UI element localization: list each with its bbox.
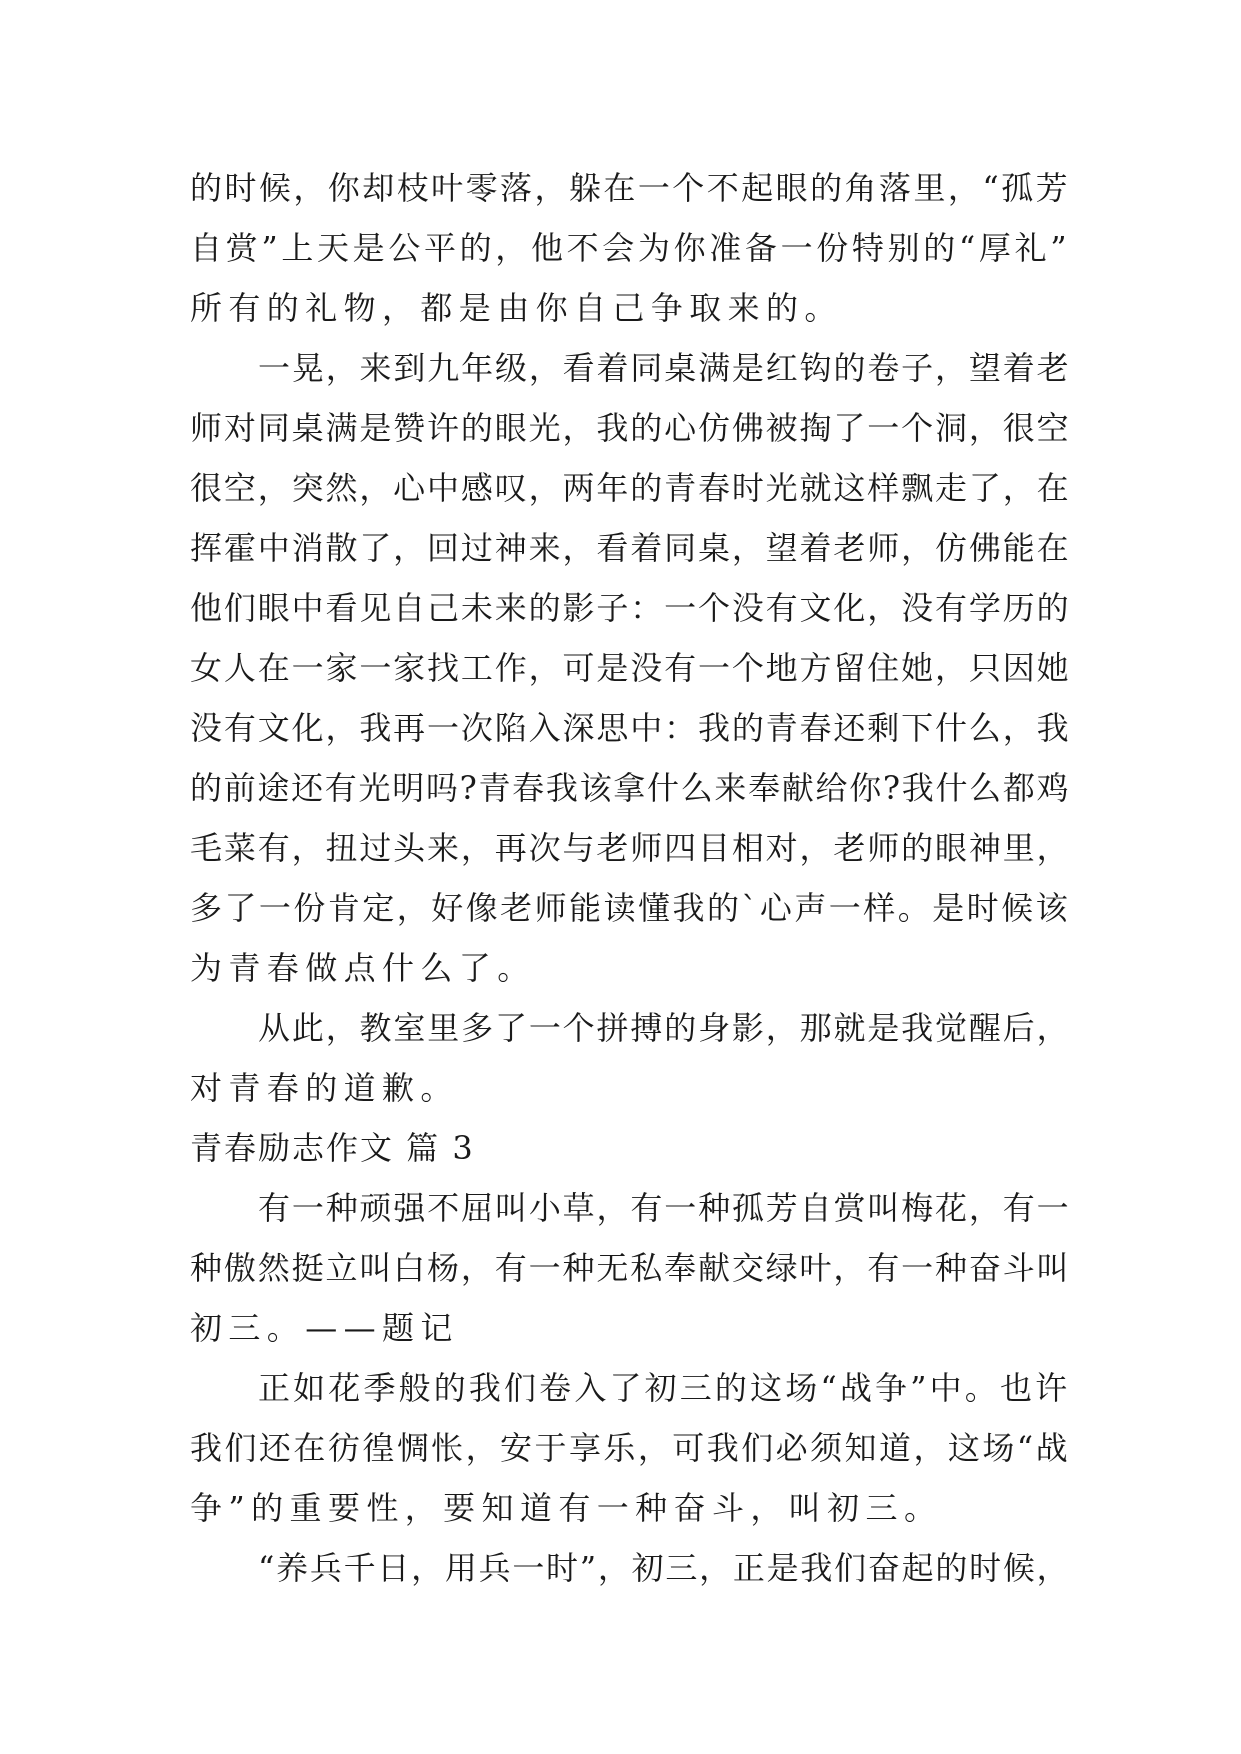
text-line: 的时候，你却枝叶零落，躲在一个不起眼的角落里，“孤芳 <box>190 169 1070 207</box>
paragraph <box>190 158 1070 338</box>
text-line: 初三。——题记 <box>190 1309 459 1347</box>
text-line: 多了一份肯定，好像老师能读懂我的`心声一样。是时候该 <box>190 889 1070 927</box>
text-line: 从此，教室里多了一个拼搏的身影，那就是我觉醒后， <box>258 1009 1070 1047</box>
text-line: 我们还在彷徨惆怅，安于享乐，可我们必须知道，这场“战 <box>190 1429 1070 1467</box>
section-heading <box>190 1118 1070 1178</box>
paragraph <box>190 998 1070 1118</box>
document-body <box>190 158 1070 1598</box>
text-line: 师对同桌满是赞许的眼光，我的心仿佛被掏了一个洞，很空 <box>190 409 1070 447</box>
text-line: 女人在一家一家找工作，可是没有一个地方留住她，只因她 <box>190 649 1070 687</box>
text-line: 正如花季般的我们卷入了初三的这场“战争”中。也许 <box>258 1369 1070 1407</box>
paragraph <box>190 338 1070 998</box>
text-line: 争”的重要性，要知道有一种奋斗，叫初三。 <box>190 1489 943 1527</box>
text-line: 的前途还有光明吗?青春我该拿什么来奉献给你?我什么都鸡 <box>190 769 1070 807</box>
text-line: 自赏”上天是公平的，他不会为你准备一份特别的“厚礼” <box>190 229 1070 267</box>
text-line: 没有文化，我再一次陷入深思中：我的青春还剩下什么，我 <box>190 709 1070 747</box>
text-line: 一晃，来到九年级，看着同桌满是红钩的卷子，望着老 <box>258 349 1070 387</box>
paragraph <box>190 1358 1070 1538</box>
heading-text: 青春励志作文 篇 3 <box>190 1129 475 1167</box>
text-line: 挥霍中消散了，回过神来，看着同桌，望着老师，仿佛能在 <box>190 529 1070 567</box>
text-line: 有一种顽强不屈叫小草，有一种孤芳自赏叫梅花，有一 <box>258 1189 1070 1227</box>
text-line: 他们眼中看见自己未来的影子：一个没有文化，没有学历的 <box>190 589 1070 627</box>
text-line: “养兵千日，用兵一时”，初三，正是我们奋起的时候， <box>258 1549 1070 1587</box>
text-line: 对青春的道歉。 <box>190 1069 459 1107</box>
paragraph <box>190 1178 1070 1358</box>
text-line: 所有的礼物，都是由你自己争取来的。 <box>190 289 843 327</box>
text-line: 为青春做点什么了。 <box>190 949 536 987</box>
text-line: 毛菜有，扭过头来，再次与老师四目相对，老师的眼神里， <box>190 829 1070 867</box>
paragraph <box>190 1538 1070 1598</box>
text-line: 很空，突然，心中感叹，两年的青春时光就这样飘走了，在 <box>190 469 1070 507</box>
text-line: 种傲然挺立叫白杨，有一种无私奉献交绿叶，有一种奋斗叫 <box>190 1249 1070 1287</box>
